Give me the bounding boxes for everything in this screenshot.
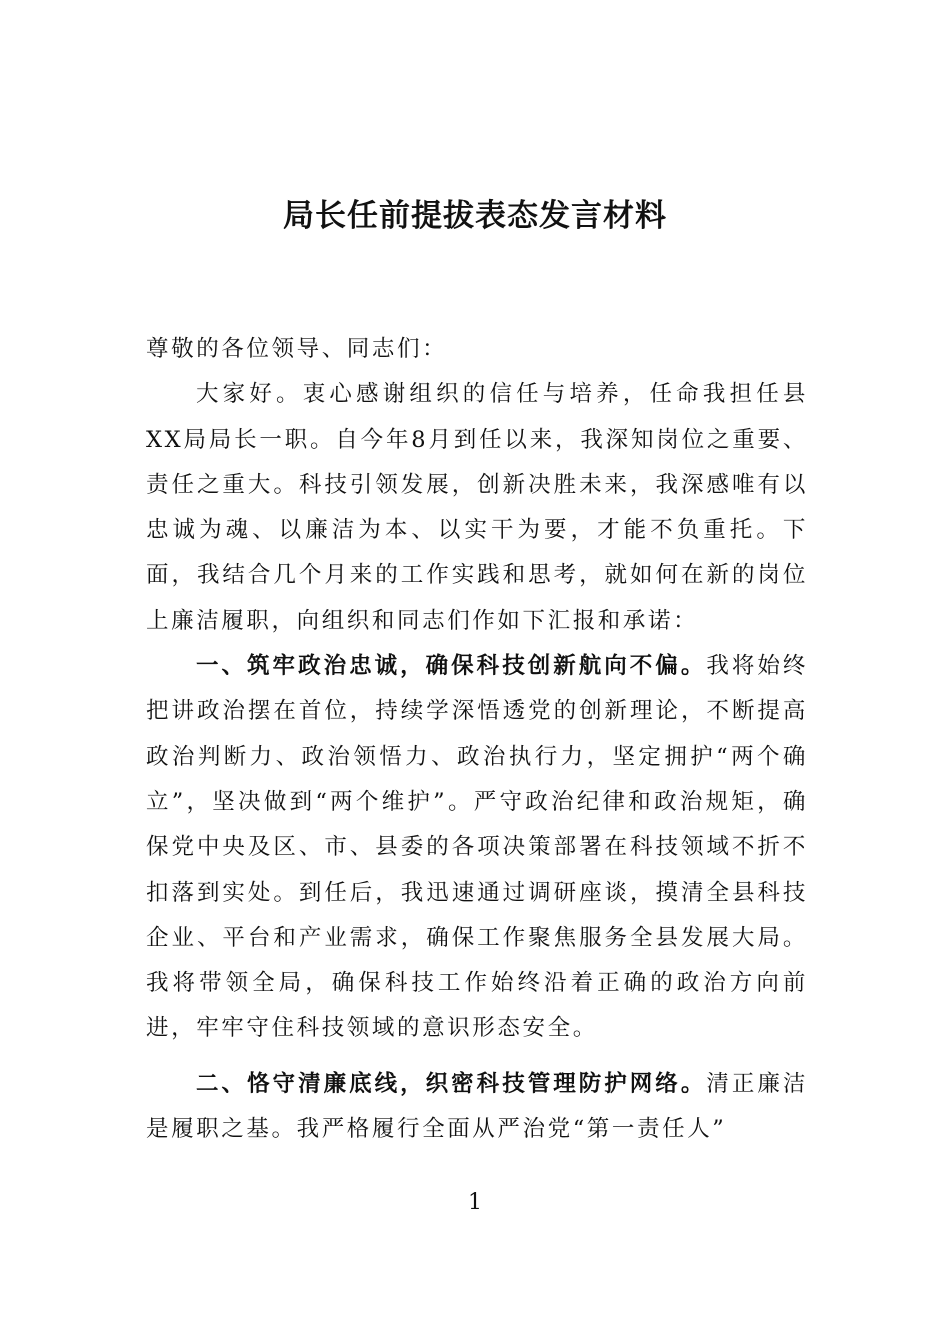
- document-title: 局长任前提拔表态发言材料: [283, 198, 667, 234]
- body-paragraph-intro: [146, 372, 808, 644]
- paragraph-text: 清正廉洁是履职之基。我严格履行全面从严治党“第一责任人”: [146, 1070, 808, 1143]
- document-body: [146, 327, 808, 1152]
- paragraph-text: 大家好。衷心感谢组织的信任与培养，任命我担任县XX局局长一职。自今年8月到任以来，我深知岗位之重要、责任之重大。科技引领发展，创新决胜未来，我深感唯有以忠诚为魂、以廉洁为本、以实干为要，才能不负重托。下面，我结合几个月来的工作实践和思考，就如何在新的岗位上廉洁履职，向组织和同志们作如下汇报和承诺：: [146, 381, 808, 634]
- body-paragraph-section-1: [146, 644, 808, 1052]
- body-paragraph-section-2: [146, 1062, 808, 1153]
- page-number: 1: [468, 1190, 482, 1215]
- salutation: 尊敬的各位领导、同志们：: [146, 336, 448, 362]
- section-heading: 一、筑牢政治忠诚，确保科技创新航向不偏。: [196, 653, 707, 680]
- section-heading: 二、恪守清廉底线，织密科技管理防护网络。: [196, 1070, 707, 1097]
- paragraph-text: 我将始终把讲政治摆在首位，持续学深悟透党的创新理论，不断提高政治判断力、政治领悟力、政治执行力，坚定拥护“两个确立”，坚决做到“两个维护”。严守政治纪律和政治规矩，确保党中央及区、市、县委的各项决策部署在科技领域不折不扣落到实处。到任后，我迅速通过调研座谈，摸清全县科技企业、平台和产业需求，确保工作聚焦服务全县发展大局。我将带领全局，确保科技工作始终沿着正确的政治方向前进，牢牢守住科技领域的意识形态安全。: [146, 653, 808, 1042]
